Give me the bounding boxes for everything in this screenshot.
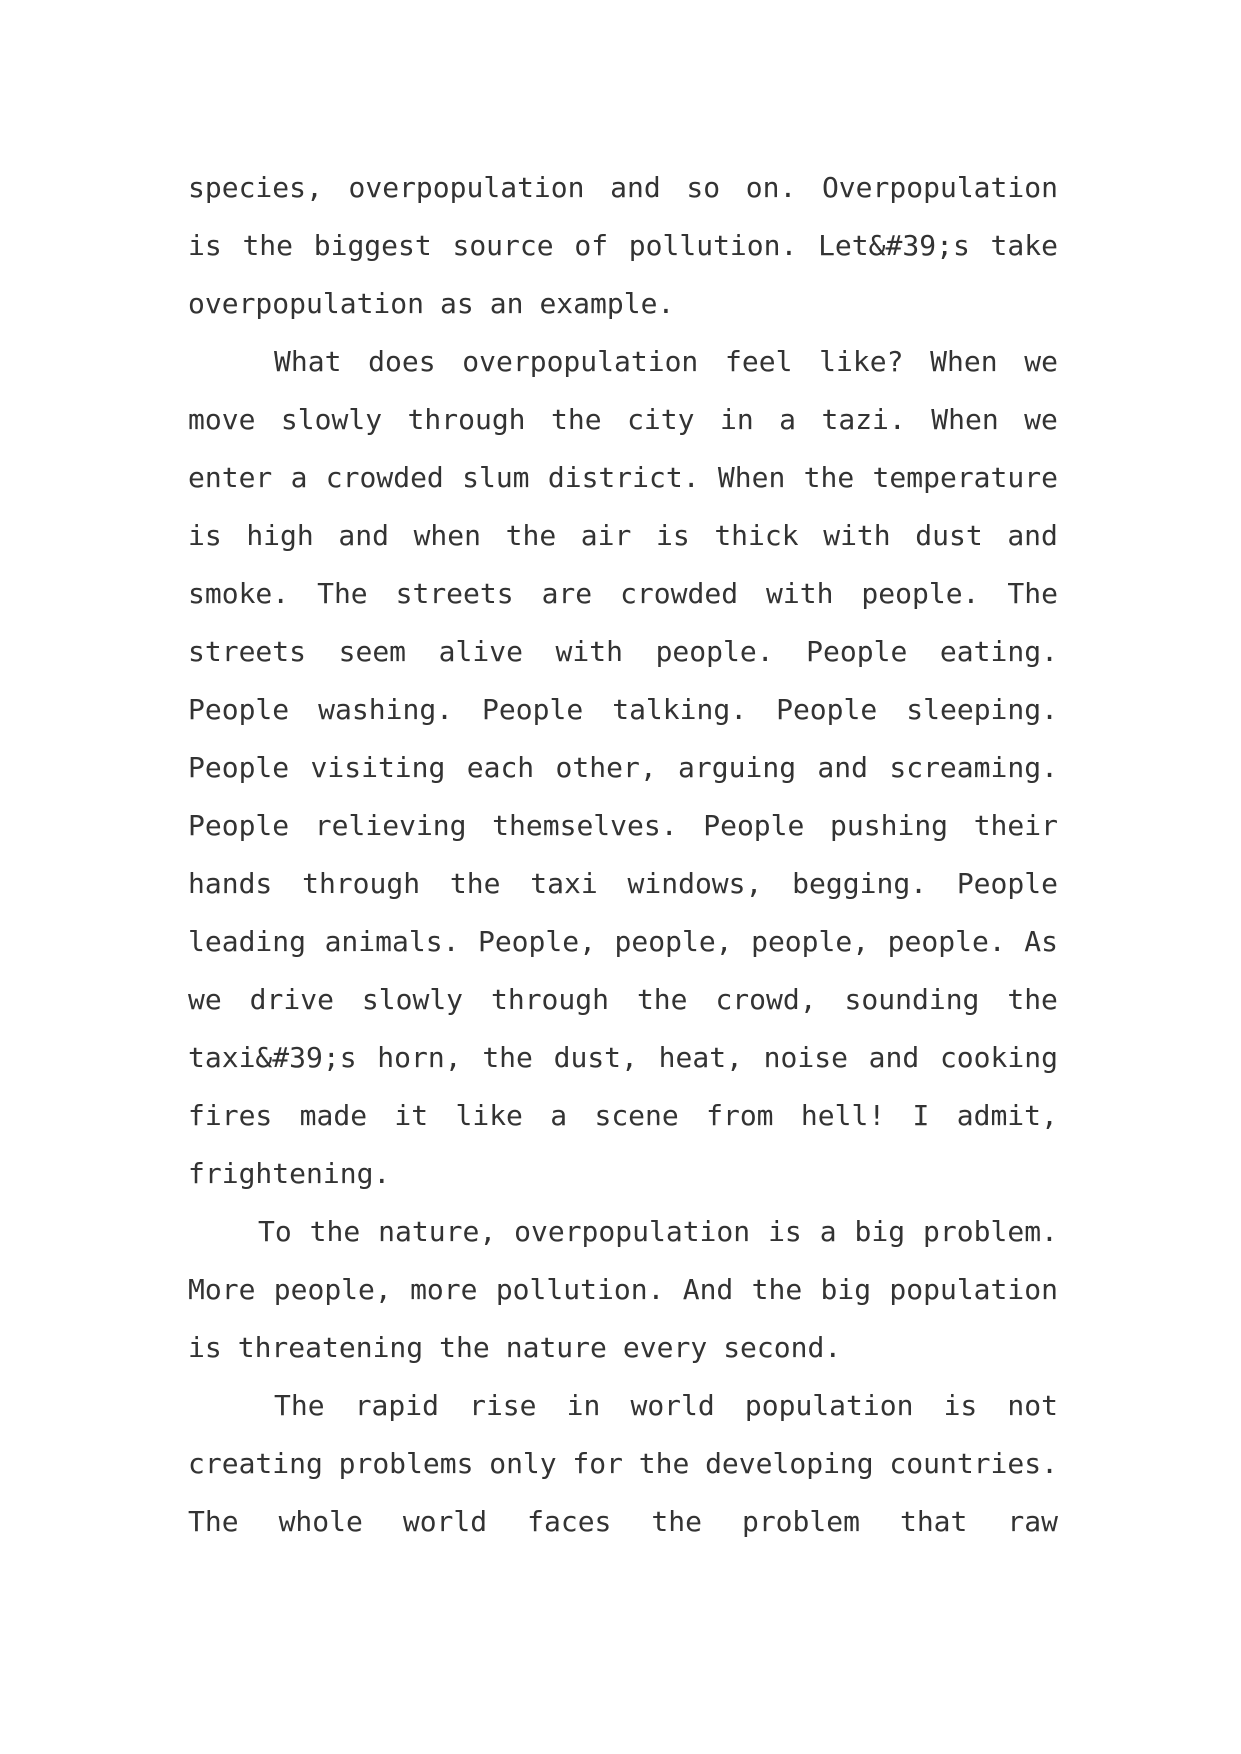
text-line — [188, 1206, 1058, 1264]
word: people. — [887, 925, 1006, 958]
word: I — [912, 1099, 930, 1132]
word: like — [455, 1099, 523, 1132]
word: biggest — [313, 229, 432, 262]
word: leading — [188, 925, 307, 958]
word: overpopulation — [514, 1215, 751, 1248]
word: through — [490, 983, 609, 1016]
word: district. — [547, 461, 700, 494]
word: feel — [725, 345, 793, 378]
word: windows, — [627, 867, 763, 900]
word: a — [779, 403, 797, 436]
word: and — [868, 1041, 920, 1074]
word: crowded — [620, 577, 739, 610]
word: and — [1007, 519, 1058, 552]
word: source — [452, 229, 554, 262]
word: made — [299, 1099, 368, 1132]
word: rapid — [354, 1389, 439, 1422]
word: the — [751, 1273, 803, 1306]
word: When — [717, 461, 786, 494]
word: is — [768, 1215, 802, 1248]
text-line — [188, 974, 1058, 1032]
word: from — [706, 1099, 774, 1132]
word: slum — [462, 461, 530, 494]
word: people. — [861, 577, 980, 610]
word: not — [1007, 1389, 1058, 1422]
word: the — [1007, 983, 1058, 1016]
word: When — [930, 345, 998, 378]
word: we — [1024, 403, 1058, 436]
word: overpopulation — [462, 345, 699, 378]
word: alive — [438, 635, 523, 668]
word: so — [686, 171, 721, 204]
word: slowly — [280, 403, 383, 436]
paragraph — [188, 336, 1058, 1206]
word: enter — [188, 461, 273, 494]
word: is — [943, 1389, 978, 1422]
text-line — [188, 394, 1058, 452]
word: with — [766, 577, 834, 610]
word: take — [990, 229, 1058, 262]
word: talking. — [612, 693, 748, 726]
word: creating — [188, 1447, 323, 1480]
word: world — [402, 1505, 488, 1538]
word: crowd, — [715, 983, 817, 1016]
word: scene — [594, 1099, 679, 1132]
word: The — [317, 577, 368, 610]
word: the — [505, 519, 557, 552]
word: faces — [527, 1505, 612, 1538]
word: air — [580, 519, 632, 552]
text-line — [188, 336, 1058, 394]
word: People — [806, 635, 908, 668]
word: the — [636, 983, 688, 1016]
word: the — [551, 403, 602, 436]
word: in — [566, 1389, 601, 1422]
word: the — [803, 461, 855, 494]
word: big — [820, 1273, 872, 1306]
word: washing. — [318, 693, 454, 726]
text-line — [188, 742, 1058, 800]
text-line — [188, 220, 1058, 278]
text-line — [188, 1264, 1058, 1322]
word: drive — [249, 983, 334, 1016]
word: problem. — [923, 1215, 1058, 1248]
word: People — [482, 693, 584, 726]
word: the — [439, 1331, 490, 1364]
word: themselves. — [492, 809, 678, 842]
word: on. — [745, 171, 797, 204]
word: noise — [763, 1041, 848, 1074]
text-line — [188, 1496, 1058, 1554]
word: does — [368, 345, 436, 378]
word: that — [899, 1505, 968, 1538]
word: dust — [915, 519, 983, 552]
word: When — [931, 403, 999, 436]
word: More — [188, 1273, 256, 1306]
word: the — [449, 867, 501, 900]
word: for — [572, 1447, 623, 1480]
word: people. — [655, 635, 774, 668]
word: every — [622, 1331, 708, 1364]
text-line — [188, 626, 1058, 684]
word: people, — [614, 925, 733, 958]
word: slowly — [361, 983, 464, 1016]
word: as — [440, 287, 474, 320]
word: is — [188, 519, 222, 552]
word: through — [302, 867, 421, 900]
word: overpopulation — [348, 171, 585, 204]
word: threatening — [237, 1331, 424, 1364]
text-line — [188, 1090, 1058, 1148]
word: problems — [338, 1447, 474, 1480]
word: begging. — [792, 867, 928, 900]
word: People — [188, 809, 290, 842]
word: temperature — [872, 461, 1058, 494]
paragraph — [188, 1206, 1058, 1380]
word: To — [258, 1215, 292, 1248]
word: population — [889, 1273, 1058, 1306]
word: pollution. — [495, 1273, 665, 1306]
word: heat, — [658, 1041, 743, 1074]
word: when — [413, 519, 481, 552]
word: and — [610, 171, 661, 204]
word: People, — [477, 925, 596, 958]
word: cooking — [939, 1041, 1058, 1074]
word: through — [407, 403, 526, 436]
word: a — [290, 461, 308, 494]
word: taxi&#39;s — [188, 1041, 357, 1074]
word: developing — [705, 1447, 874, 1480]
text-line — [188, 1322, 1058, 1380]
word: crowded — [325, 461, 444, 494]
word: other, — [555, 751, 657, 784]
word: eating. — [939, 635, 1058, 668]
word: example. — [539, 287, 675, 320]
word: the — [482, 1041, 533, 1074]
word: we — [1024, 345, 1058, 378]
word: dust, — [553, 1041, 638, 1074]
word: like? — [819, 345, 904, 378]
word: the — [309, 1215, 361, 1248]
word: of — [574, 229, 609, 262]
word: second. — [723, 1331, 842, 1364]
document-body — [188, 162, 1058, 1554]
word: taxi — [530, 867, 598, 900]
word: and — [338, 519, 389, 552]
word: hell! — [800, 1099, 886, 1132]
word: relieving — [314, 809, 467, 842]
text-line — [188, 1438, 1058, 1496]
word: fires — [188, 1099, 273, 1132]
word: people, — [273, 1273, 392, 1306]
word: Let&#39;s — [818, 229, 970, 262]
word: The — [1007, 577, 1058, 610]
word: Overpopulation — [821, 171, 1058, 204]
word: arguing — [678, 751, 797, 784]
word: city — [627, 403, 695, 436]
text-line — [188, 1148, 1058, 1206]
word: whole — [278, 1505, 363, 1538]
word: more — [410, 1273, 478, 1306]
word: And — [682, 1273, 734, 1306]
word: with — [823, 519, 891, 552]
word: a — [550, 1099, 568, 1132]
word: frightening. — [188, 1157, 391, 1190]
word: only — [489, 1447, 557, 1480]
text-line — [188, 1380, 1058, 1438]
text-line — [188, 162, 1058, 220]
word: overpopulation — [188, 287, 425, 320]
word: pollution. — [628, 229, 798, 262]
text-line — [188, 800, 1058, 858]
text-line — [188, 916, 1058, 974]
word: admit, — [956, 1099, 1058, 1132]
word: problem — [741, 1505, 860, 1538]
word: an — [489, 287, 524, 320]
word: People — [956, 867, 1058, 900]
word: is — [188, 229, 222, 262]
word: big — [854, 1215, 906, 1248]
word: The — [274, 1389, 325, 1422]
word: a — [819, 1215, 837, 1248]
word: it — [394, 1099, 429, 1132]
word: the — [638, 1447, 690, 1480]
word: people, — [751, 925, 870, 958]
word: As — [1024, 925, 1058, 958]
word: nature — [505, 1331, 607, 1364]
word: The — [188, 1505, 239, 1538]
word: hands — [188, 867, 273, 900]
text-line — [188, 452, 1058, 510]
word: smoke. — [188, 577, 290, 610]
word: pushing — [830, 809, 949, 842]
text-line — [188, 1032, 1058, 1090]
word: What — [274, 345, 342, 378]
text-line — [188, 278, 1058, 336]
text-line — [188, 858, 1058, 916]
paragraph — [188, 1380, 1058, 1554]
word: horn, — [377, 1041, 462, 1074]
word: and — [817, 751, 868, 784]
text-line — [188, 684, 1058, 742]
word: tazi. — [821, 403, 906, 436]
text-line — [188, 568, 1058, 626]
word: thick — [714, 519, 799, 552]
word: People — [188, 751, 290, 784]
paragraph — [188, 162, 1058, 336]
word: People — [776, 693, 878, 726]
word: the — [242, 229, 294, 262]
word: population — [744, 1389, 914, 1422]
word: visiting — [310, 751, 446, 784]
word: raw — [1007, 1505, 1058, 1538]
word: People — [703, 809, 805, 842]
word: rise — [469, 1389, 537, 1422]
word: sleeping. — [906, 693, 1058, 726]
word: are — [541, 577, 593, 610]
word: we — [188, 983, 222, 1016]
word: nature, — [378, 1215, 497, 1248]
word: each — [466, 751, 535, 784]
word: is — [188, 1331, 222, 1364]
word: streets — [188, 635, 307, 668]
word: is — [655, 519, 690, 552]
text-line — [188, 510, 1058, 568]
word: countries. — [889, 1447, 1058, 1480]
word: in — [719, 403, 754, 436]
word: the — [651, 1505, 702, 1538]
word: move — [188, 403, 256, 436]
word: screaming. — [889, 751, 1058, 784]
word: species, — [188, 171, 323, 204]
word: streets — [395, 577, 514, 610]
word: People — [188, 693, 290, 726]
word: their — [973, 809, 1058, 842]
word: world — [630, 1389, 715, 1422]
word: animals. — [324, 925, 460, 958]
word: sounding — [844, 983, 980, 1016]
word: high — [246, 519, 314, 552]
word: with — [555, 635, 623, 668]
word: seem — [338, 635, 407, 668]
